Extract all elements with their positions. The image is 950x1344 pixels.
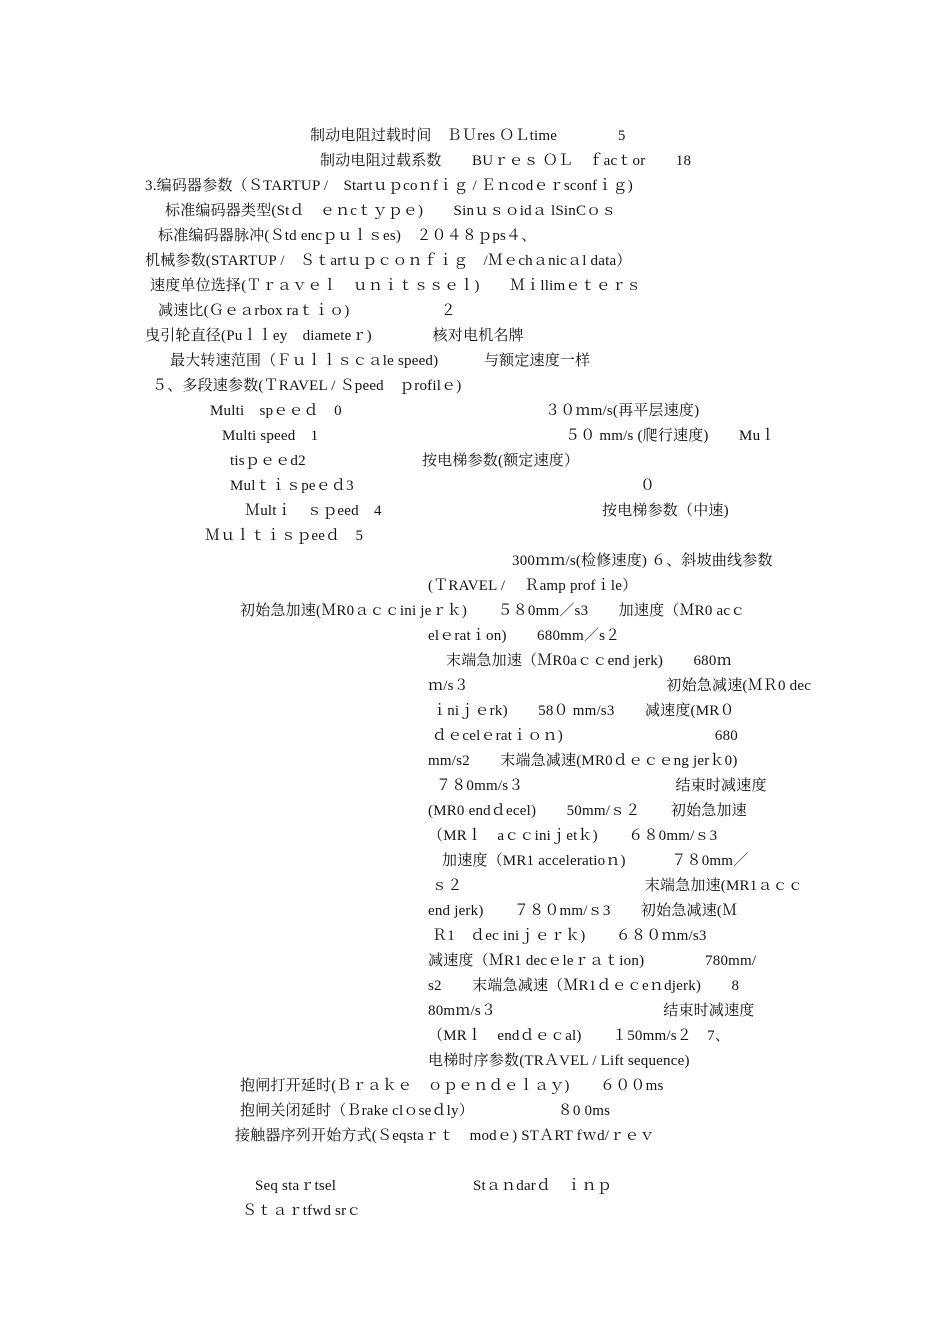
text-line: Mulｔｉｓpeｅｄ3 (230, 478, 354, 494)
text-line: 曳引轮直径(Puｌｌey diameteｒ) 核对电机名牌 (145, 328, 524, 344)
text-line: 按电梯参数（中速) (602, 503, 729, 519)
text-line: 抱闸关闭延时（Ｂrake clｏseｄly） ８0 0ms (240, 1103, 611, 1119)
text-line: 机械参数(STARTUP / Ｓｔartｕｐｃｏｎｆｉｇ /Ｍｅchａnicａl data） (145, 253, 632, 269)
text-line: ｓ２ 末端急加速(MR1ａｃｃ (432, 878, 804, 894)
text-line: 最大转速范围（Ｆｕｌｌｓｃａle speed) 与额定速度一样 (170, 353, 591, 369)
text-line: ０ (640, 478, 656, 494)
text-line: ｍ/s３ 初始急减速(ＭＲ0 dec (428, 678, 812, 694)
text-line: 加速度（MR1 acceleratioｎ) ７８0mm／ (442, 853, 749, 869)
text-line: Ｓｔａｒtfwd srｃ (242, 1203, 362, 1219)
text-line: s2 末端急减速（ＭR1ｄｅｃeｎdjerk) 8 (428, 978, 740, 994)
text-line: Ｍｕｌｔｉｓｐeeｄ 5 (205, 528, 364, 544)
text-line: ５、多段速参数(ＴRAVEL / Ｓpeed ｐrofilｅ) (152, 378, 462, 394)
text-line: 按电梯参数(额定速度） (422, 453, 580, 469)
text-line: 减速比(Ｇｅａrbox raｔｉｏ) ２ (158, 303, 456, 319)
text-line: Ｒ1 ｄec iniｊｅｒｋ) ６８０ｍm/s3 (432, 928, 707, 944)
text-line: (MR0 endｄecel) 50mm/ｓ２ 初始急加速 (428, 803, 747, 819)
text-line: 末端急加速（ＭR0aｃｃend jerk) 680ｍ (446, 653, 732, 669)
text-line: （MRｌ aｃｃiniｊetｋ) ６８0mm/ｓ3 (428, 828, 718, 844)
text-line: 抱闸打开延时(Ｂｒａｋｅ ｏｐｅｎｄｅｌａｙ) ６００ms (240, 1078, 664, 1094)
text-line: ５０ mm/s (爬行速度) Muｌ (565, 428, 776, 444)
text-line: （MRｌ endｄｅｃal) １50mm/s２ 7、 (428, 1028, 731, 1044)
text-line: 标准编码器脉冲(Ｓtd encｐｕｌｓes) ２０４８ｐps４、 (158, 228, 537, 244)
text-line: 80mｍ/s３ 结束时减速度 (428, 1003, 755, 1019)
text-line: Multi spｅｅｄ 0 (210, 403, 342, 419)
text-line: 速度单位选择(Ｔｒａｖｅｌ ｕｎｉｔｓｓｅｌ) Ｍｉllimｅｔｅｒｓ (150, 278, 642, 294)
text-line: 初始急加速(ＭR0ａｃｃini jeｒｋ) ５８0mm／s3 加速度（ＭR0 acｃ (240, 603, 746, 619)
text-line: ｄｅcelｅratｉｏｎ) 680 (432, 728, 738, 744)
text-line: 标准编码器类型(Stｄ ｅｎcｔｙｐｅ) Sinｕｓｏidａ lSinCｏｓ (165, 203, 617, 219)
text-line: 3.编码器参数（ＳTARTUP / Startｕｐcoｎfｉｇ / Ｅｎcodｅｒsconfｉｇ) (145, 178, 633, 194)
text-line: (ＴRAVEL / Ｒamp profｉle） (428, 578, 638, 594)
text-line: Ｍultｉ ｓｐeed 4 (245, 503, 382, 519)
text-line: 制动电阻过载时间 ＢＵres ＯＬtime 5 (310, 128, 626, 144)
text-line: elｅratｉon) 680mm／s２ (428, 628, 621, 644)
text-line: 电梯时序参数(TRＡVEL / Lift sequence) (428, 1053, 690, 1069)
text-line: Seq staｒtsel Stａｎdarｄ ｉｎｐ (255, 1178, 613, 1194)
text-line: ３０ｍm/s(再平层速度) (545, 403, 700, 419)
text-line: tisｐｅｅd2 (230, 453, 306, 469)
text-line: mm/s2 末端急减速(MR0ｄｅｃｅng jerｋ0) (428, 753, 738, 769)
text-line: ７８0mm/s３ 结束时减速度 (436, 778, 767, 794)
text-line: ｉniｊｅrk) 58０ mm/s3 减速度(MR０ (432, 703, 735, 719)
text-line: 制动电阻过载系数 BUｒｅｓ ＯＬ ｆacｔor 18 (320, 153, 692, 169)
text-line: Multi speed 1 (222, 428, 319, 444)
text-line: 300ｍｍ/s(检修速度) ６、斜坡曲线参数 (512, 553, 773, 569)
text-line: 接触器序列开始方式(Ｓeqstaｒｔ modｅ) STＡRT fｗd/ｒｅｖ (235, 1128, 655, 1144)
text-line: 减速度（ＭR1 decｅleｒａｔion) 780mm/ (428, 953, 757, 969)
text-line: end jerk) ７８０mm/ｓ3 初始急减速(Ｍ (428, 903, 738, 919)
